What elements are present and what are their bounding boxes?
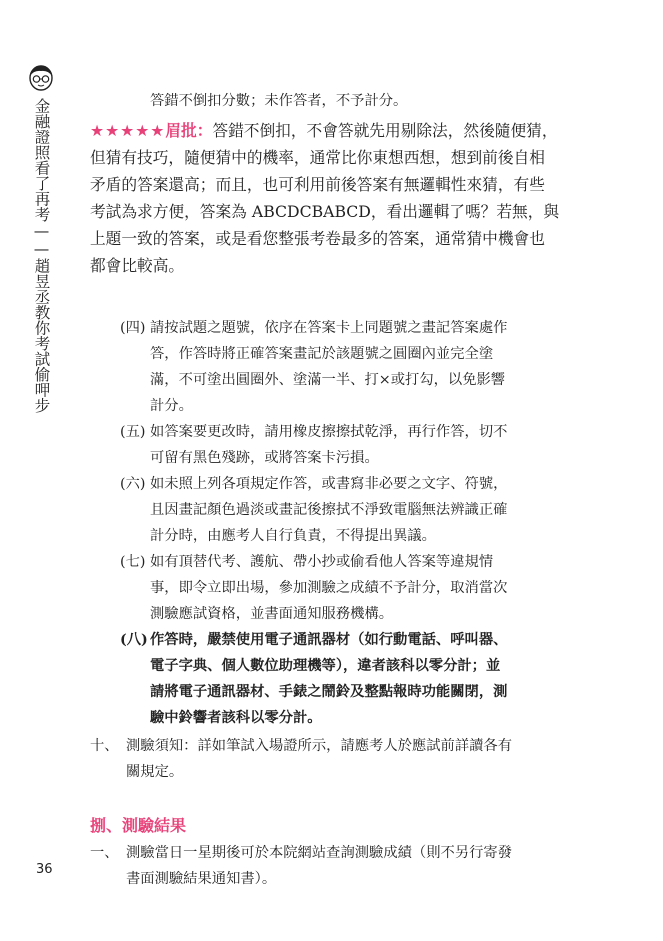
critique-first-line <box>90 117 560 144</box>
rule-line: 計分時，由應考人自行負責，不得提出異議。 <box>150 528 436 544</box>
rule-number: (八) <box>120 632 148 648</box>
rule-item-5 <box>90 419 560 471</box>
rule-line: 如未照上列各項規定作答，或書寫非必要之文字、符號， <box>150 476 508 492</box>
rule-line: 可留有黑色殘跡，或將答案卡污損。 <box>150 450 379 466</box>
rule-line: 電子字典、個人數位助理機等），違者該科以零分計；並 <box>150 658 501 674</box>
critique-line: 但猜有技巧，隨便猜中的機率，通常比你東想西想，想到前後自相 <box>90 148 545 167</box>
rule-line: 且因畫記顏色過淡或畫記後擦拭不淨致電腦無法辨識正確 <box>150 502 508 518</box>
rule-item-8 <box>90 627 560 731</box>
rule-line: 測驗應試資格，並書面通知服務機構。 <box>150 606 394 622</box>
rule-line: 作答時，嚴禁使用電子通訊器材（如行動電話、呼叫器、 <box>150 632 508 648</box>
item-number: 十、 <box>90 738 119 754</box>
rule-line: 請按試題之題號，依序在答案卡上同題號之畫記答案處作 <box>150 320 508 336</box>
item-line: 關規定。 <box>126 764 184 780</box>
rule-line: 計分。 <box>150 398 193 414</box>
rule-item-7 <box>90 549 560 627</box>
rule-line: 答，作答時將正確答案畫記於該題號之圓圈內並完全塗 <box>150 346 494 362</box>
sidebar <box>22 62 60 413</box>
critique-line: 考試為求方便，答案為 ABCDCBABCD，看出邏輯了嗎？若無，與 <box>90 202 560 221</box>
item-line: 書面測驗結果通知書）。 <box>126 871 277 887</box>
rule-number: (六) <box>120 476 146 492</box>
item-10 <box>90 733 560 785</box>
critique-line: 上題一致的答案，或是看您整張考卷最多的答案，通常猜中機會也 <box>90 229 545 248</box>
critique-line: 都會比較高。 <box>90 256 185 275</box>
item-line: 測驗當日一星期後可於本院網站查詢測驗成績（則不另行寄發 <box>126 845 513 861</box>
rule-line: 如有頂替代考、護航、帶小抄或偷看他人答案等違規情 <box>150 554 494 570</box>
intro-line: 答錯不倒扣分數；未作答者，不予計分。 <box>150 93 408 109</box>
rule-line: 滿，不可塗出圓圈外、塗滿一半、打×或打勾，以免影響 <box>150 372 506 388</box>
critique-line: 矛盾的答案還高；而且，也可利用前後答案有無邏輯性來猜，有些 <box>90 175 545 194</box>
rule-number: (七) <box>120 554 146 570</box>
section-heading: 捌、測驗結果 <box>90 816 187 835</box>
item-number: 一、 <box>90 845 119 861</box>
rule-line: 如答案要更改時，請用橡皮擦擦拭乾淨，再行作答，切不 <box>150 424 508 440</box>
rule-line: 請將電子通訊器材、手錶之鬧鈴及整點報時功能關閉，測 <box>150 684 508 700</box>
page-number: 36 <box>36 862 53 877</box>
page-content <box>90 88 560 892</box>
critique-line: 答錯不倒扣，不會答就先用剔除法，然後隨便猜， <box>212 121 558 140</box>
rating-stars: ★★★★★ <box>90 121 166 140</box>
rule-line: 事，即令立即出場，參加測驗之成績不予計分，取消當次 <box>150 580 508 596</box>
critique-tag: 眉批： <box>165 121 213 140</box>
vertical-book-title: 金融證照看了再考——趙昱丞教你考試偷呷步 <box>32 98 51 413</box>
rules-list <box>90 315 560 731</box>
rule-number: (四) <box>120 320 146 336</box>
rule-line: 驗中鈴響者該科以零分計。 <box>150 710 322 726</box>
critique-block <box>90 117 560 279</box>
rule-item-6 <box>90 471 560 549</box>
item-1 <box>90 840 560 892</box>
rule-item-4 <box>90 315 560 419</box>
item-line: 測驗須知：詳如筆試入場證所示，請應考人於應試前詳讀各有 <box>126 738 513 754</box>
rule-number: (五) <box>120 424 146 440</box>
author-avatar-icon <box>26 62 56 92</box>
